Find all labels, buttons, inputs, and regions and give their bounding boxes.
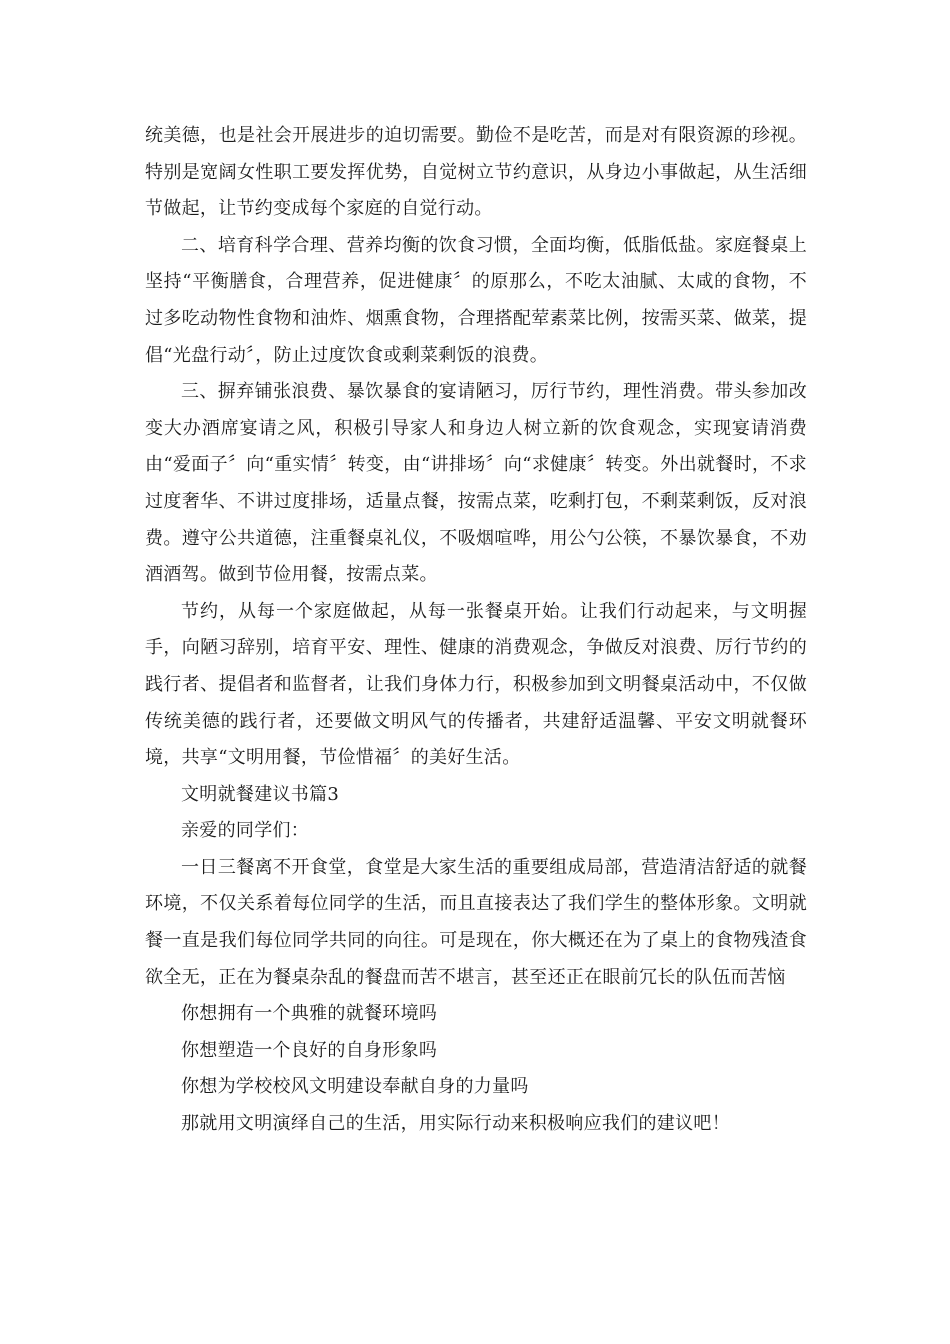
paragraph-dietary-habits: 二、培育科学合理、营养均衡的饮食习惯，全面均衡，低脂低盐。家庭餐桌上坚持“平衡膳食，合理营养，促进健康〞的原那么，不吃太油腻、太咸的食物，不过多吃动物性食物和油炸、烟熏食物，合理搭配荤素菜比例，按需买菜、做菜，提倡“光盘行动〞，防止过度饮食或剩菜剩饭的浪费。	[145, 234, 807, 366]
document-body	[145, 118, 807, 1143]
question-line: 你想为学校校风文明建设奉献自身的力量吗	[181, 1076, 529, 1098]
salutation: 亲爱的同学们：	[181, 820, 310, 842]
section-heading: 文明就餐建议书篇3	[181, 783, 340, 805]
question-line: 你想塑造一个良好的自身形象吗	[181, 1039, 438, 1061]
closing-call: 那就用文明演绎自己的生活，用实际行动来积极响应我们的建议吧！	[181, 1113, 730, 1135]
question-line: 你想拥有一个典雅的就餐环境吗	[181, 1003, 438, 1025]
paragraph-canteen: 一日三餐离不开食堂，食堂是大家生活的重要组成局部，营造清洁舒适的就餐环境，不仅关系着每位同学的生活，而且直接表达了我们学生的整体形象。文明就餐一直是我们每位同学共同的向往。可是现在，你大概还在为了桌上的食物残渣食欲全无，正在为餐桌杂乱的餐盘而苦不堪言，甚至还正在眼前冗长的队伍而苦恼	[145, 856, 807, 988]
paragraph-banquet-habits: 三、摒弃铺张浪费、暴饮暴食的宴请陋习，厉行节约，理性消费。带头参加改变大办酒席宴请之风，积极引导家人和身边人树立新的饮食观念，实现宴请消费由“爱面子〞向“重实情〞转变，由“讲排场〞向“求健康〞转变。外出就餐时，不求过度奢华、不讲过度排场，适量点餐，按需点菜，吃剩打包，不剩菜剩饭，反对浪费。遵守公共道德，注重餐桌礼仪，不吸烟喧哗，用公勺公筷，不暴饮暴食，不劝酒酒驾。做到节俭用餐，按需点菜。	[145, 381, 807, 586]
paragraph-conclusion: 节约，从每一个家庭做起，从每一张餐桌开始。让我们行动起来，与文明握手，向陋习辞别，培育平安、理性、健康的消费观念，争做反对浪费、厉行节约的践行者、提倡者和监督者，让我们身体力行，积极参加到文明餐桌活动中，不仅做传统美德的践行者，还要做文明风气的传播者，共建舒适温馨、平安文明就餐环境，共享“文明用餐，节俭惜福〞的美好生活。	[145, 600, 807, 769]
paragraph-continuation: 统美德，也是社会开展进步的迫切需要。勤俭不是吃苦，而是对有限资源的珍视。特别是宽阔女性职工要发挥优势，自觉树立节约意识，从身边小事做起，从生活细节做起，让节约变成每个家庭的自觉行动。	[145, 125, 807, 220]
